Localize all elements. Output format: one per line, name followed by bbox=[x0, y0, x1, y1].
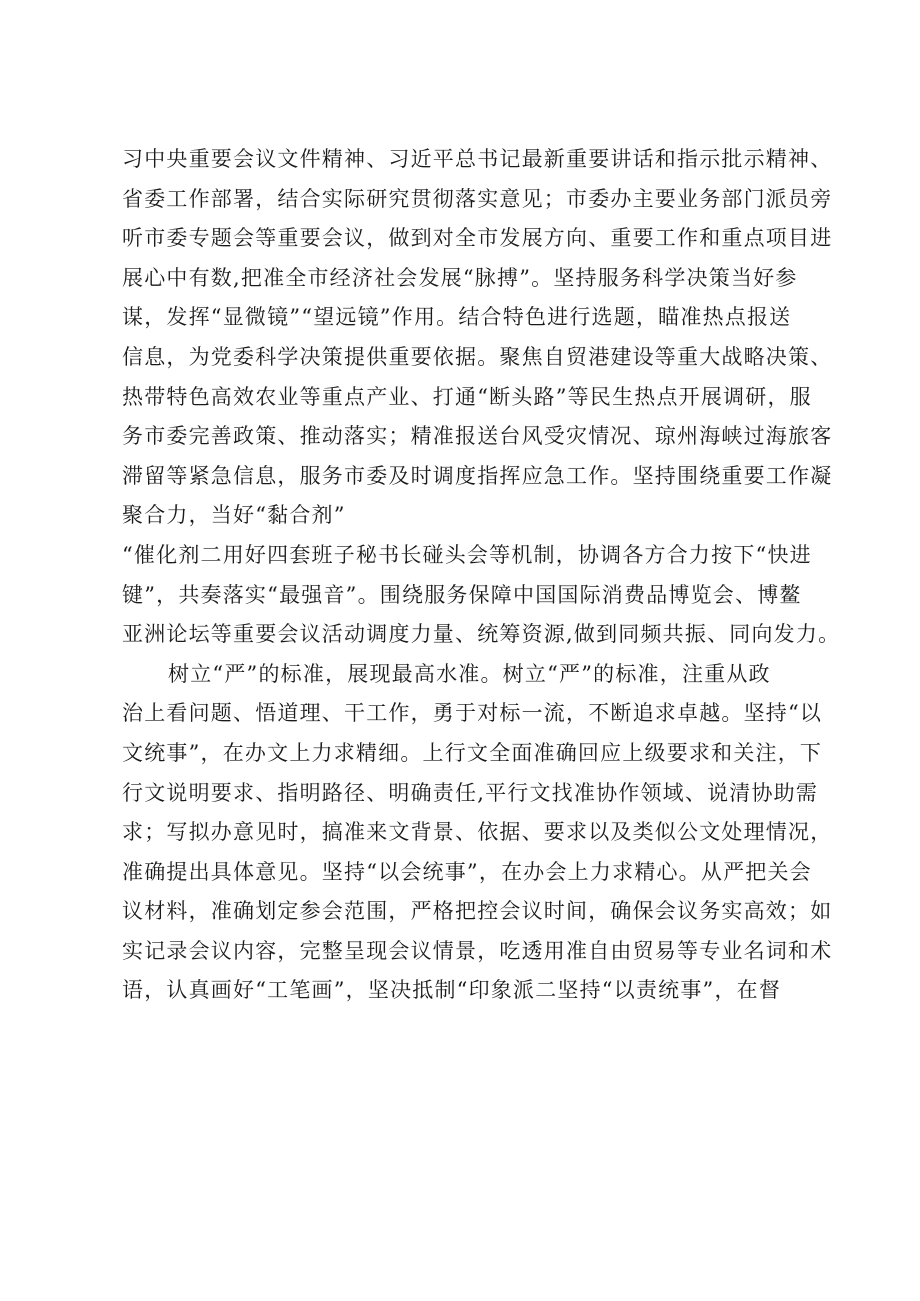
text-line: 谋，发挥“显微镜”“望远镜”作用。结合特色进行选题，瞄准热点报送 bbox=[122, 305, 792, 330]
text-line: 展心中有数,把准全市经济社会发展“脉搏”。坚持服务科学决策当好参 bbox=[122, 265, 798, 290]
text-line: 聚合力，当好“黏合剂” bbox=[122, 503, 346, 528]
text-line: 亚洲论坛等重要会议活动调度力量、统筹资源,做到同频共振、同向发力。 bbox=[122, 622, 841, 647]
text-line: 务市委完善政策、推动落实；精准报送台风受灾情况、琼州海峡过海旅客 bbox=[122, 424, 833, 449]
text-line: 信息，为党委科学决策提供重要依据。聚焦自贸港建设等重大战略决策、 bbox=[122, 344, 833, 369]
text-line: “催化剂二用好四套班子秘书长碰头会等机制，协调各方合力按下“快进 bbox=[122, 542, 812, 567]
text-line: 准确提出具体意见。坚持“以会统事”，在办会上力求精心。从严把关会 bbox=[122, 859, 812, 884]
text-line: 实记录会议内容，完整呈现会议情景，吃透用准自由贸易等专业名词和术 bbox=[122, 938, 833, 963]
document-body bbox=[122, 140, 841, 1011]
text-line: 语，认真画好“工笔画”，坚决抵制“印象派二坚持“以责统事”，在督 bbox=[122, 978, 782, 1003]
text-line: 省委工作部署，结合实际研究贯彻落实意见；市委办主要业务部门派员旁 bbox=[122, 186, 833, 211]
text-line: 习中央重要会议文件精神、习近平总书记最新重要讲话和指示批示精神、 bbox=[122, 147, 833, 171]
text-line: 键”，共奏落实“最强音”。围绕服务保障中国国际消费品博览会、博鳌 bbox=[122, 582, 802, 607]
text-line: 文统事”，在办文上力求精细。上行文全面准确回应上级要求和关注，下 bbox=[122, 740, 823, 765]
text-line: 议材料，准确划定参会范围，严格把控会议时间，确保会议务实高效；如 bbox=[122, 899, 833, 924]
text-line: 滞留等紧急信息，服务市委及时调度指挥应急工作。坚持围绕重要工作凝 bbox=[122, 463, 833, 488]
paragraph-start-line: 树立“严”的标准，展现最高水准。树立“严”的标准，注重从政 bbox=[168, 661, 771, 686]
text-line: 热带特色高效农业等重点产业、打通“断头路”等民生热点开展调研，服 bbox=[122, 384, 812, 409]
text-line: 求；写拟办意见时，搞准来文背景、依据、要求以及类似公文处理情况， bbox=[122, 820, 833, 845]
text-line: 治上看问题、悟道理、干工作，勇于对标一流，不断追求卓越。坚持“以 bbox=[122, 701, 823, 726]
text-line: 听市委专题会等重要会议，做到对全市发展方向、重要工作和重点项目进 bbox=[122, 226, 833, 251]
text-line: 行文说明要求、指明路径、明确责任,平行文找准协作领域、说清协助需 bbox=[122, 780, 819, 805]
